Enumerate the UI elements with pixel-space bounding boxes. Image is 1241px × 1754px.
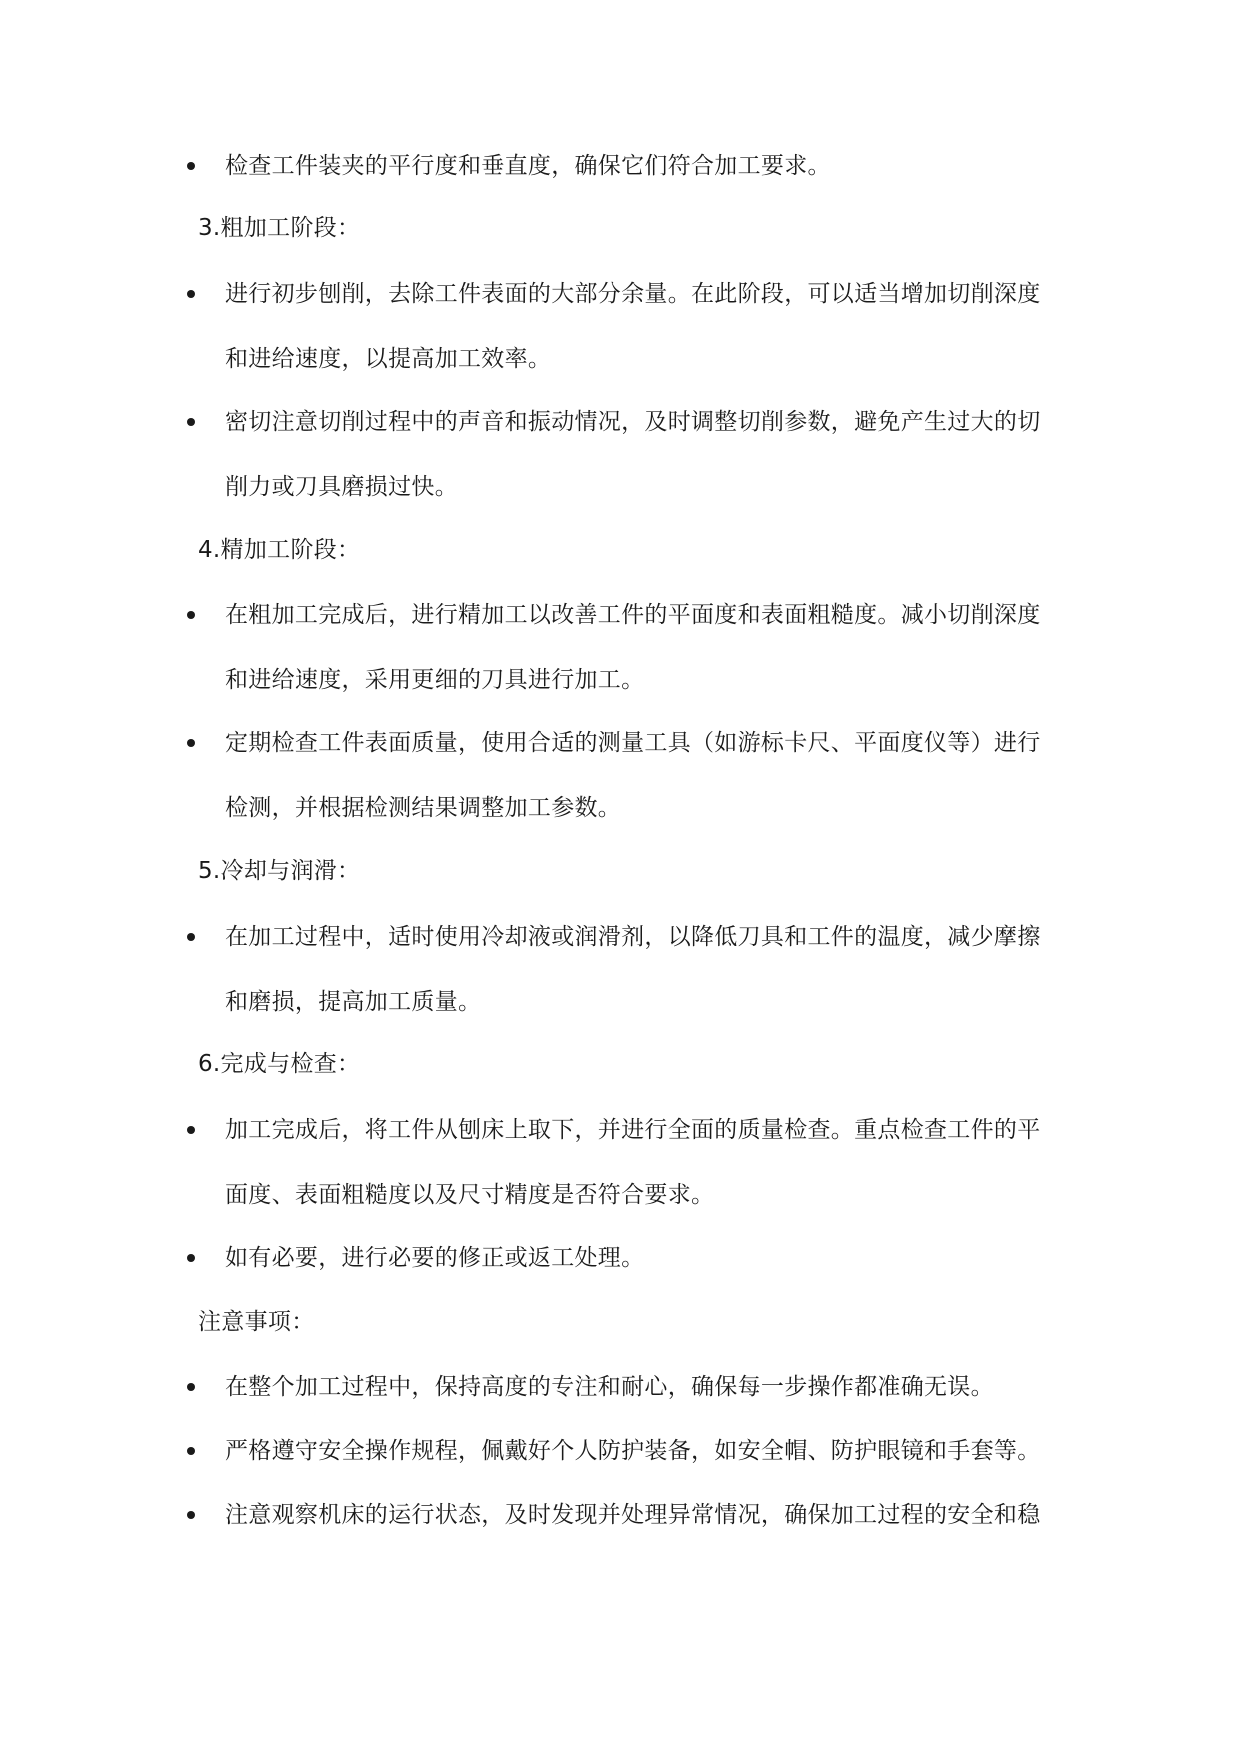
bullet-icon [187,162,195,170]
list-item-text-continued: 面度、表面粗糙度以及尺寸精度是否符合要求。 [225,1182,715,1208]
list-item-text: 加工完成后，将工件从刨床上取下，并进行全面的质量检查。重点检查工件的平 [225,1117,1041,1143]
list-item-text: 严格遵守安全操作规程，佩戴好个人防护装备，如安全帽、防护眼镜和手套等。 [225,1438,1041,1464]
bullet-icon [187,1126,195,1134]
bullet-icon [187,1511,195,1519]
list-item-text: 在粗加工完成后，进行精加工以改善工件的平面度和表面粗糙度。减小切削深度 [225,602,1041,628]
list-item-text-continued: 削力或刀具磨损过快。 [225,474,458,500]
bullet-icon [187,290,195,298]
section-heading: 注意事项： [198,1309,315,1335]
list-item-text-continued: 检测，并根据检测结果调整加工参数。 [225,795,622,821]
list-item-text: 在整个加工过程中，保持高度的专注和耐心，确保每一步操作都准确无误。 [225,1374,994,1400]
bullet-icon [187,1447,195,1455]
list-item-text: 进行初步刨削，去除工件表面的大部分余量。在此阶段，可以适当增加切削深度 [225,281,1041,307]
list-item-text: 注意观察机床的运行状态，及时发现并处理异常情况，确保加工过程的安全和稳 [225,1502,1041,1528]
section-heading: 6.完成与检查： [198,1051,361,1077]
bullet-icon [187,933,195,941]
bullet-icon [187,1254,195,1262]
bullet-icon [187,418,195,426]
list-item-text: 在加工过程中，适时使用冷却液或润滑剂，以降低刀具和工件的温度，减少摩擦 [225,924,1041,950]
bullet-icon [187,611,195,619]
bullet-icon [187,1383,195,1391]
list-item-text-continued: 和进给速度，以提高加工效率。 [225,346,552,372]
list-item-text-continued: 和进给速度，采用更细的刀具进行加工。 [225,667,645,693]
list-item-text: 密切注意切削过程中的声音和振动情况，及时调整切削参数，避免产生过大的切 [225,409,1041,435]
bullet-icon [187,739,195,747]
section-heading: 4.精加工阶段： [198,537,361,563]
list-item-text: 如有必要，进行必要的修正或返工处理。 [225,1245,645,1271]
section-heading: 3.粗加工阶段： [198,215,361,241]
section-heading: 5.冷却与润滑： [198,858,361,884]
list-item-text-continued: 和磨损，提高加工质量。 [225,989,482,1015]
list-item-text: 定期检查工件表面质量，使用合适的测量工具（如游标卡尺、平面度仪等）进行 [225,730,1041,756]
list-item-text: 检查工件装夹的平行度和垂直度，确保它们符合加工要求。 [225,153,831,179]
